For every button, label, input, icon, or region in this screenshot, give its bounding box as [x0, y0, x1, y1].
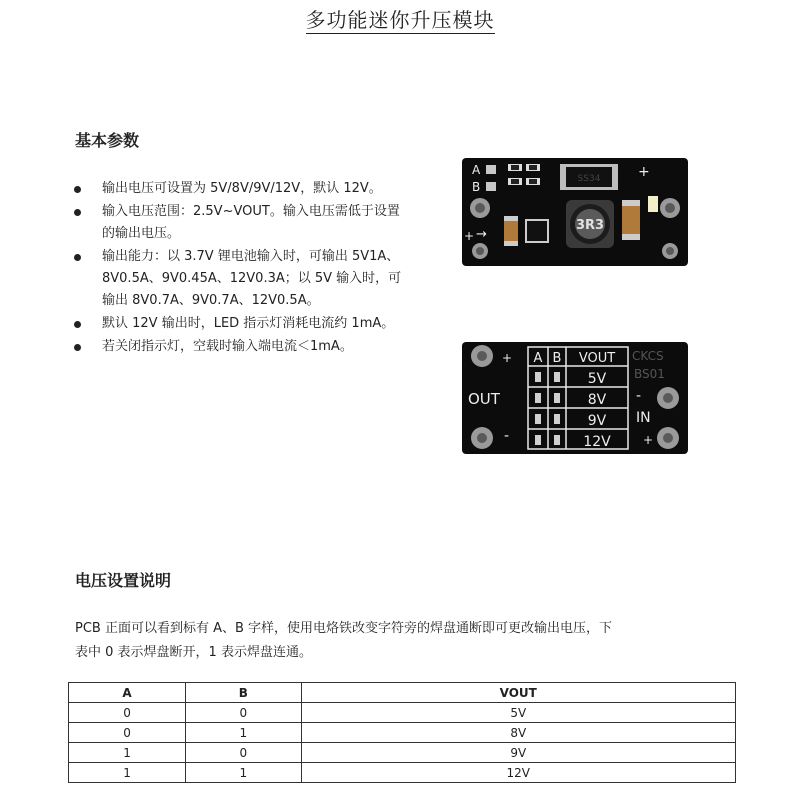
bullet-icon	[74, 344, 81, 351]
pcb-label-b: B	[472, 180, 481, 194]
table-cell: 12V	[301, 763, 736, 783]
table-header-a: A	[69, 683, 186, 703]
back-table-value: 9V	[587, 413, 607, 429]
params-list	[72, 178, 412, 359]
bullet-icon	[74, 209, 81, 216]
voltage-description: PCB 正面可以看到标有 A、B 字样，使用电烙铁改变字符旁的焊盘通断即可更改输出电压，下 表中 0 表示焊盘断开，1 表示焊盘连通。	[75, 621, 613, 660]
table-cell: 1	[186, 763, 301, 783]
pcb-plus-top: +	[638, 164, 650, 180]
out-label: OUT	[468, 390, 500, 408]
diode-code: SS34	[577, 174, 601, 184]
table-row	[69, 723, 736, 743]
table-cell: 1	[69, 763, 186, 783]
back-table-value: 12V	[583, 434, 611, 450]
back-minus-right: -	[636, 388, 642, 404]
brand-text-1: CKCS	[632, 349, 664, 363]
section-heading-params: 基本参数	[75, 131, 140, 150]
back-table-value: 5V	[587, 371, 607, 387]
list-item: 输出能力：以 3.7V 锂电池输入时，可输出 5V1A、8V0.5A、9V0.45A、12V0.3A；以 5V 输入时，可输出 8V0.7A、9V0.7A、12V0.5A。	[72, 246, 412, 312]
table-cell: 0	[186, 743, 301, 763]
bullet-icon	[74, 321, 81, 328]
section-heading-voltage: 电压设置说明	[75, 571, 172, 590]
table-cell: 0	[186, 703, 301, 723]
pcb-front-drawing	[462, 158, 688, 266]
pcb-label-a: A	[472, 163, 481, 177]
table-cell: 0	[69, 723, 186, 743]
table-header-b: B	[186, 683, 301, 703]
in-label: IN	[636, 410, 651, 426]
voltage-table	[68, 682, 736, 783]
table-row	[69, 743, 736, 763]
table-header-vout: VOUT	[301, 683, 736, 703]
list-item: 默认 12V 输出时，LED 指示灯消耗电流约 1mA。	[72, 313, 412, 335]
pcb-back-image	[462, 342, 688, 458]
back-plus-top: +	[502, 351, 513, 365]
arrow-icon: →	[476, 227, 487, 242]
pcb-plus-left: +	[464, 229, 475, 243]
table-cell: 9V	[301, 743, 736, 763]
back-minus-bottom: -	[504, 428, 510, 444]
page-title: 多功能迷你升压模块	[305, 8, 495, 32]
list-item: 若关闭指示灯，空载时输入端电流＜1mA。	[72, 336, 412, 358]
inductor-code: 3R3	[575, 218, 605, 233]
list-item: 输出电压可设置为 5V/8V/9V/12V，默认 12V。	[72, 178, 412, 200]
table-cell: 5V	[301, 703, 736, 723]
table-cell: 1	[186, 723, 301, 743]
table-row	[69, 703, 736, 723]
table-row	[69, 763, 736, 783]
table-header-row	[69, 683, 736, 703]
table-cell: 0	[69, 703, 186, 723]
pcb-front-image	[462, 158, 688, 270]
back-table-header-vout: VOUT	[578, 351, 616, 366]
back-plus-right: +	[643, 433, 654, 447]
back-table-header-b: B	[552, 351, 562, 366]
table-cell: 8V	[301, 723, 736, 743]
bullet-icon	[74, 254, 81, 261]
list-item: 输入电压范围：2.5V~VOUT。输入电压需低于设置的输出电压。	[72, 201, 412, 245]
pcb-back-drawing	[462, 342, 688, 454]
brand-text-2: BS01	[634, 367, 665, 381]
bullet-icon	[74, 186, 81, 193]
back-table-value: 8V	[587, 392, 607, 408]
table-cell: 1	[69, 743, 186, 763]
back-table-header-a: A	[533, 351, 543, 366]
